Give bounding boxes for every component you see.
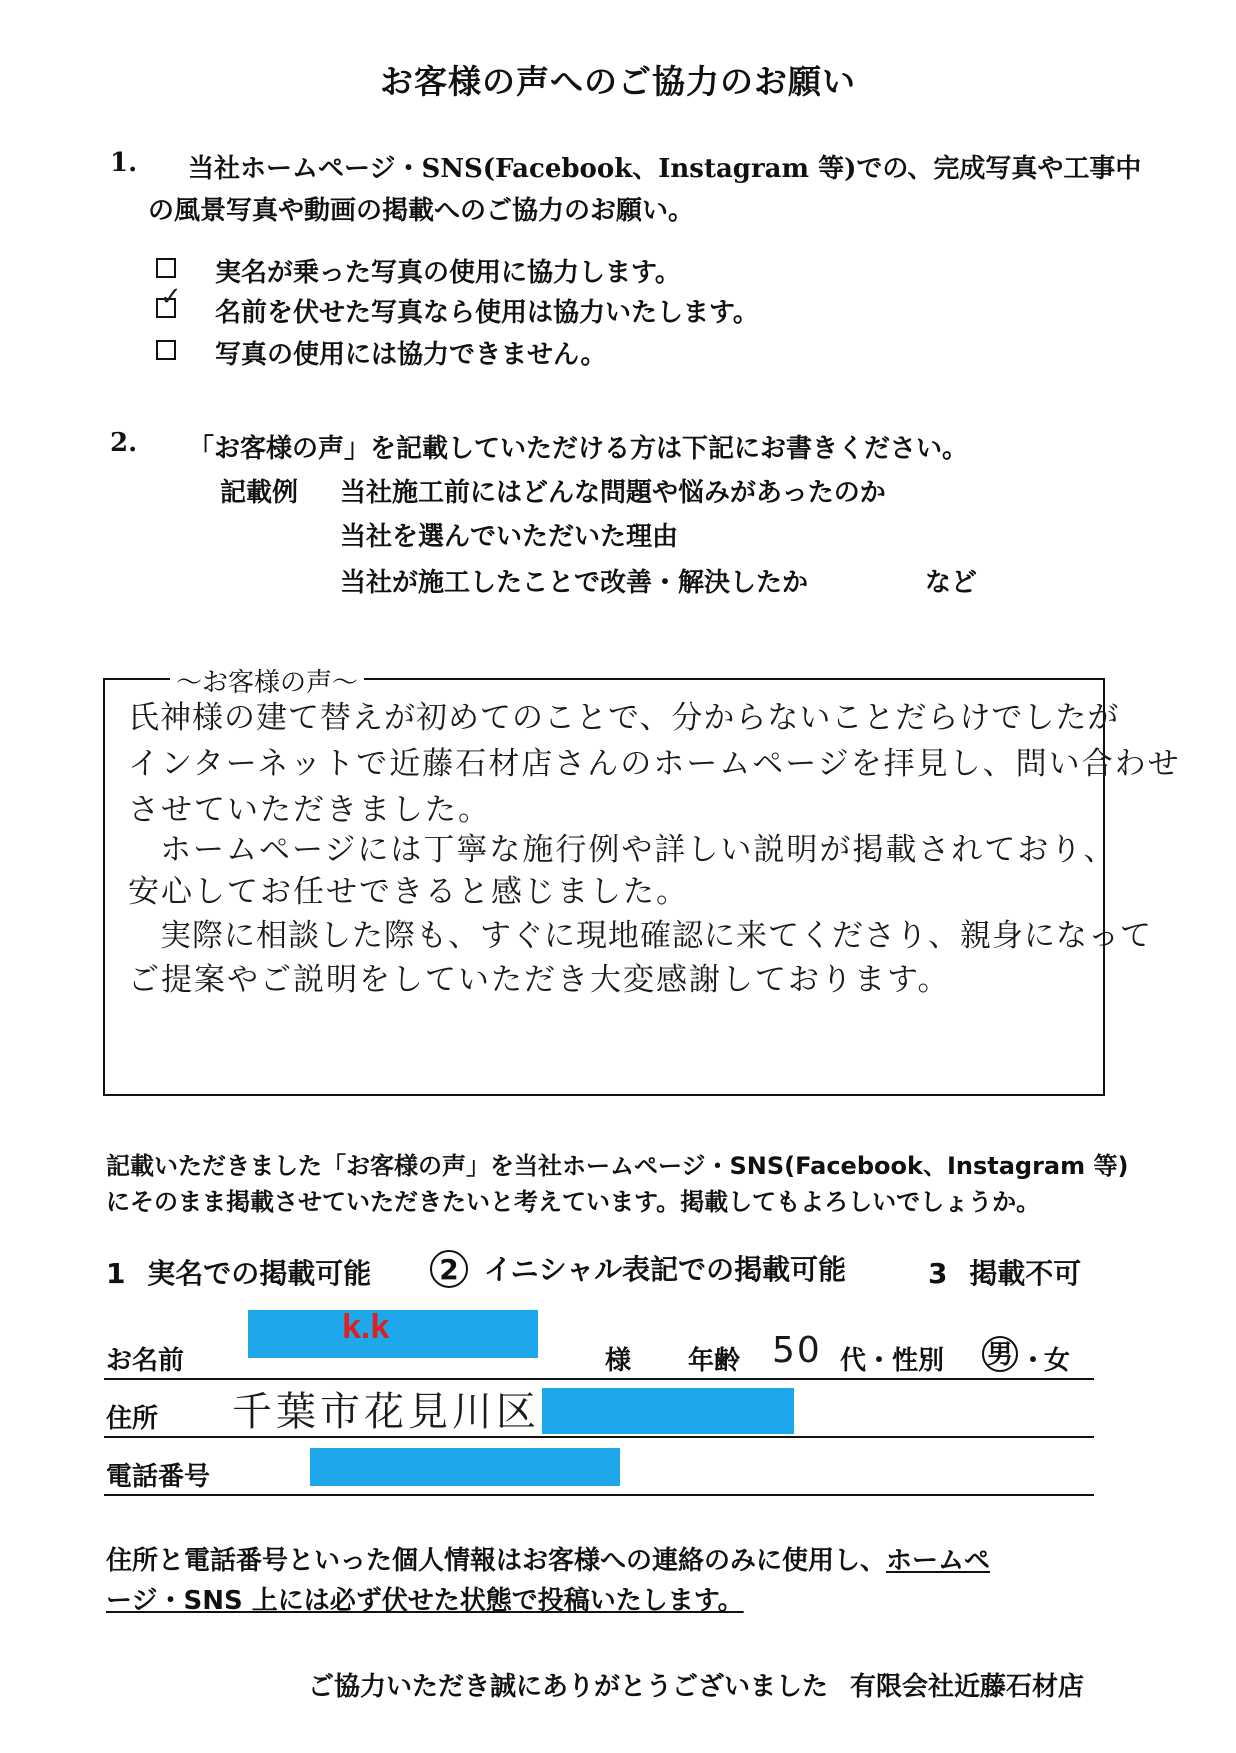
photo-option-3-checkbox[interactable]: [156, 340, 176, 360]
name-label: お名前: [106, 1346, 185, 1376]
address-label: 住所: [106, 1404, 159, 1434]
section2-number: 2.: [110, 428, 138, 458]
address-value: 千葉市花見川区: [232, 1389, 540, 1435]
example-3: 当社が施工したことで改善・解決したか: [340, 568, 809, 598]
address-underline: [104, 1436, 1094, 1438]
name-initials: k.k: [342, 1308, 390, 1346]
consent-line-2: にそのまま掲載させていただきたいと考えています。掲載してもよろしいでしょうか。: [106, 1188, 1041, 1216]
voice-line-5: 安心してお任せできると感じました。: [128, 874, 689, 910]
publish-option-3-num: 3: [928, 1257, 948, 1290]
section1-line2: の風景写真や動画の掲載へのご協力のお願い。: [148, 196, 695, 226]
address-redaction: [542, 1388, 794, 1434]
publish-option-2[interactable]: [430, 1248, 846, 1288]
privacy-notice-line-1: [106, 1540, 990, 1577]
publish-option-3[interactable]: [928, 1252, 1081, 1292]
section1-line1: 当社ホームページ・SNS(Facebook、Instagram 等)での、完成写真や工事中: [188, 154, 1142, 184]
photo-option-2-label: 名前を伏せた写真なら使用は協力いたします。: [215, 298, 759, 328]
publish-option-1-label: 実名での掲載可能: [147, 1257, 372, 1290]
publish-option-2-circled-num: 2: [430, 1250, 468, 1288]
gender-separator: ・: [1020, 1346, 1047, 1376]
customer-voice-label: 〜お客様の声〜: [170, 662, 364, 699]
gender-female[interactable]: 女: [1044, 1346, 1071, 1376]
phone-label: 電話番号: [106, 1462, 211, 1492]
voice-line-2: インターネットで近藤石材店さんのホームページを拝見し、問い合わせ: [128, 746, 1181, 782]
voice-line-4: ホームページには丁寧な施行例や詳しい説明が掲載されており、: [160, 832, 1117, 868]
example-1: 当社施工前にはどんな問題や悩みがあったのか: [340, 478, 886, 508]
name-redaction: [248, 1310, 538, 1358]
age-value: 50: [772, 1330, 822, 1371]
publish-option-3-label: 掲載不可: [969, 1257, 1082, 1290]
section2-heading: 「お客様の声」を記載していただける方は下記にお書きください。: [188, 434, 969, 464]
example-suffix: など: [925, 568, 978, 598]
publish-option-2-label: イニシャル表記での掲載可能: [483, 1253, 847, 1286]
privacy-notice-underlined-1: ホームペ: [886, 1546, 991, 1576]
honorific-label: 様: [605, 1346, 632, 1376]
privacy-notice-plain: 住所と電話番号といった個人情報はお客様への連絡のみに使用し、: [106, 1546, 887, 1576]
example-label: 記載例: [220, 478, 299, 508]
consent-line-1: 記載いただきました「お客様の声」を当社ホームページ・SNS(Facebook、Instagram 等): [106, 1152, 1129, 1180]
publish-option-1[interactable]: [106, 1252, 371, 1292]
voice-line-7: ご提案やご説明をしていただき大変感謝しております。: [128, 962, 951, 998]
voice-line-1: 氏神様の建て替えが初めてのことで、分からないことだらけでしたが: [128, 700, 1120, 736]
voice-line-6: 実際に相談した際も、すぐに現地確認に来てくださり、親身になって: [160, 918, 1152, 954]
phone-redaction: [310, 1448, 620, 1486]
photo-option-1-label: 実名が乗った写真の使用に協力します。: [215, 258, 681, 288]
document-title: お客様の声へのご協力のお願い: [380, 62, 856, 101]
company-name: 有限会社近藤石材店: [850, 1672, 1085, 1702]
checkmark-icon: ✓: [160, 282, 182, 312]
thanks-text: ご協力いただき誠にありがとうございました: [308, 1672, 829, 1702]
publish-option-1-num: 1: [106, 1257, 126, 1290]
section1-number: 1.: [110, 148, 138, 178]
age-label: 年齢: [688, 1346, 741, 1376]
voice-line-3: させていただきました。: [128, 792, 491, 828]
example-2: 当社を選んでいただいた理由: [340, 522, 679, 552]
photo-option-3-label: 写真の使用には協力できません。: [215, 340, 607, 370]
privacy-notice-underlined-2: ージ・SNS 上には必ず伏せた状態で投稿いたします。: [106, 1586, 744, 1616]
age-suffix: 代・性別: [840, 1346, 945, 1376]
gender-male[interactable]: 男: [982, 1336, 1018, 1372]
phone-underline: [104, 1494, 1094, 1496]
photo-option-1-checkbox[interactable]: [156, 258, 176, 278]
